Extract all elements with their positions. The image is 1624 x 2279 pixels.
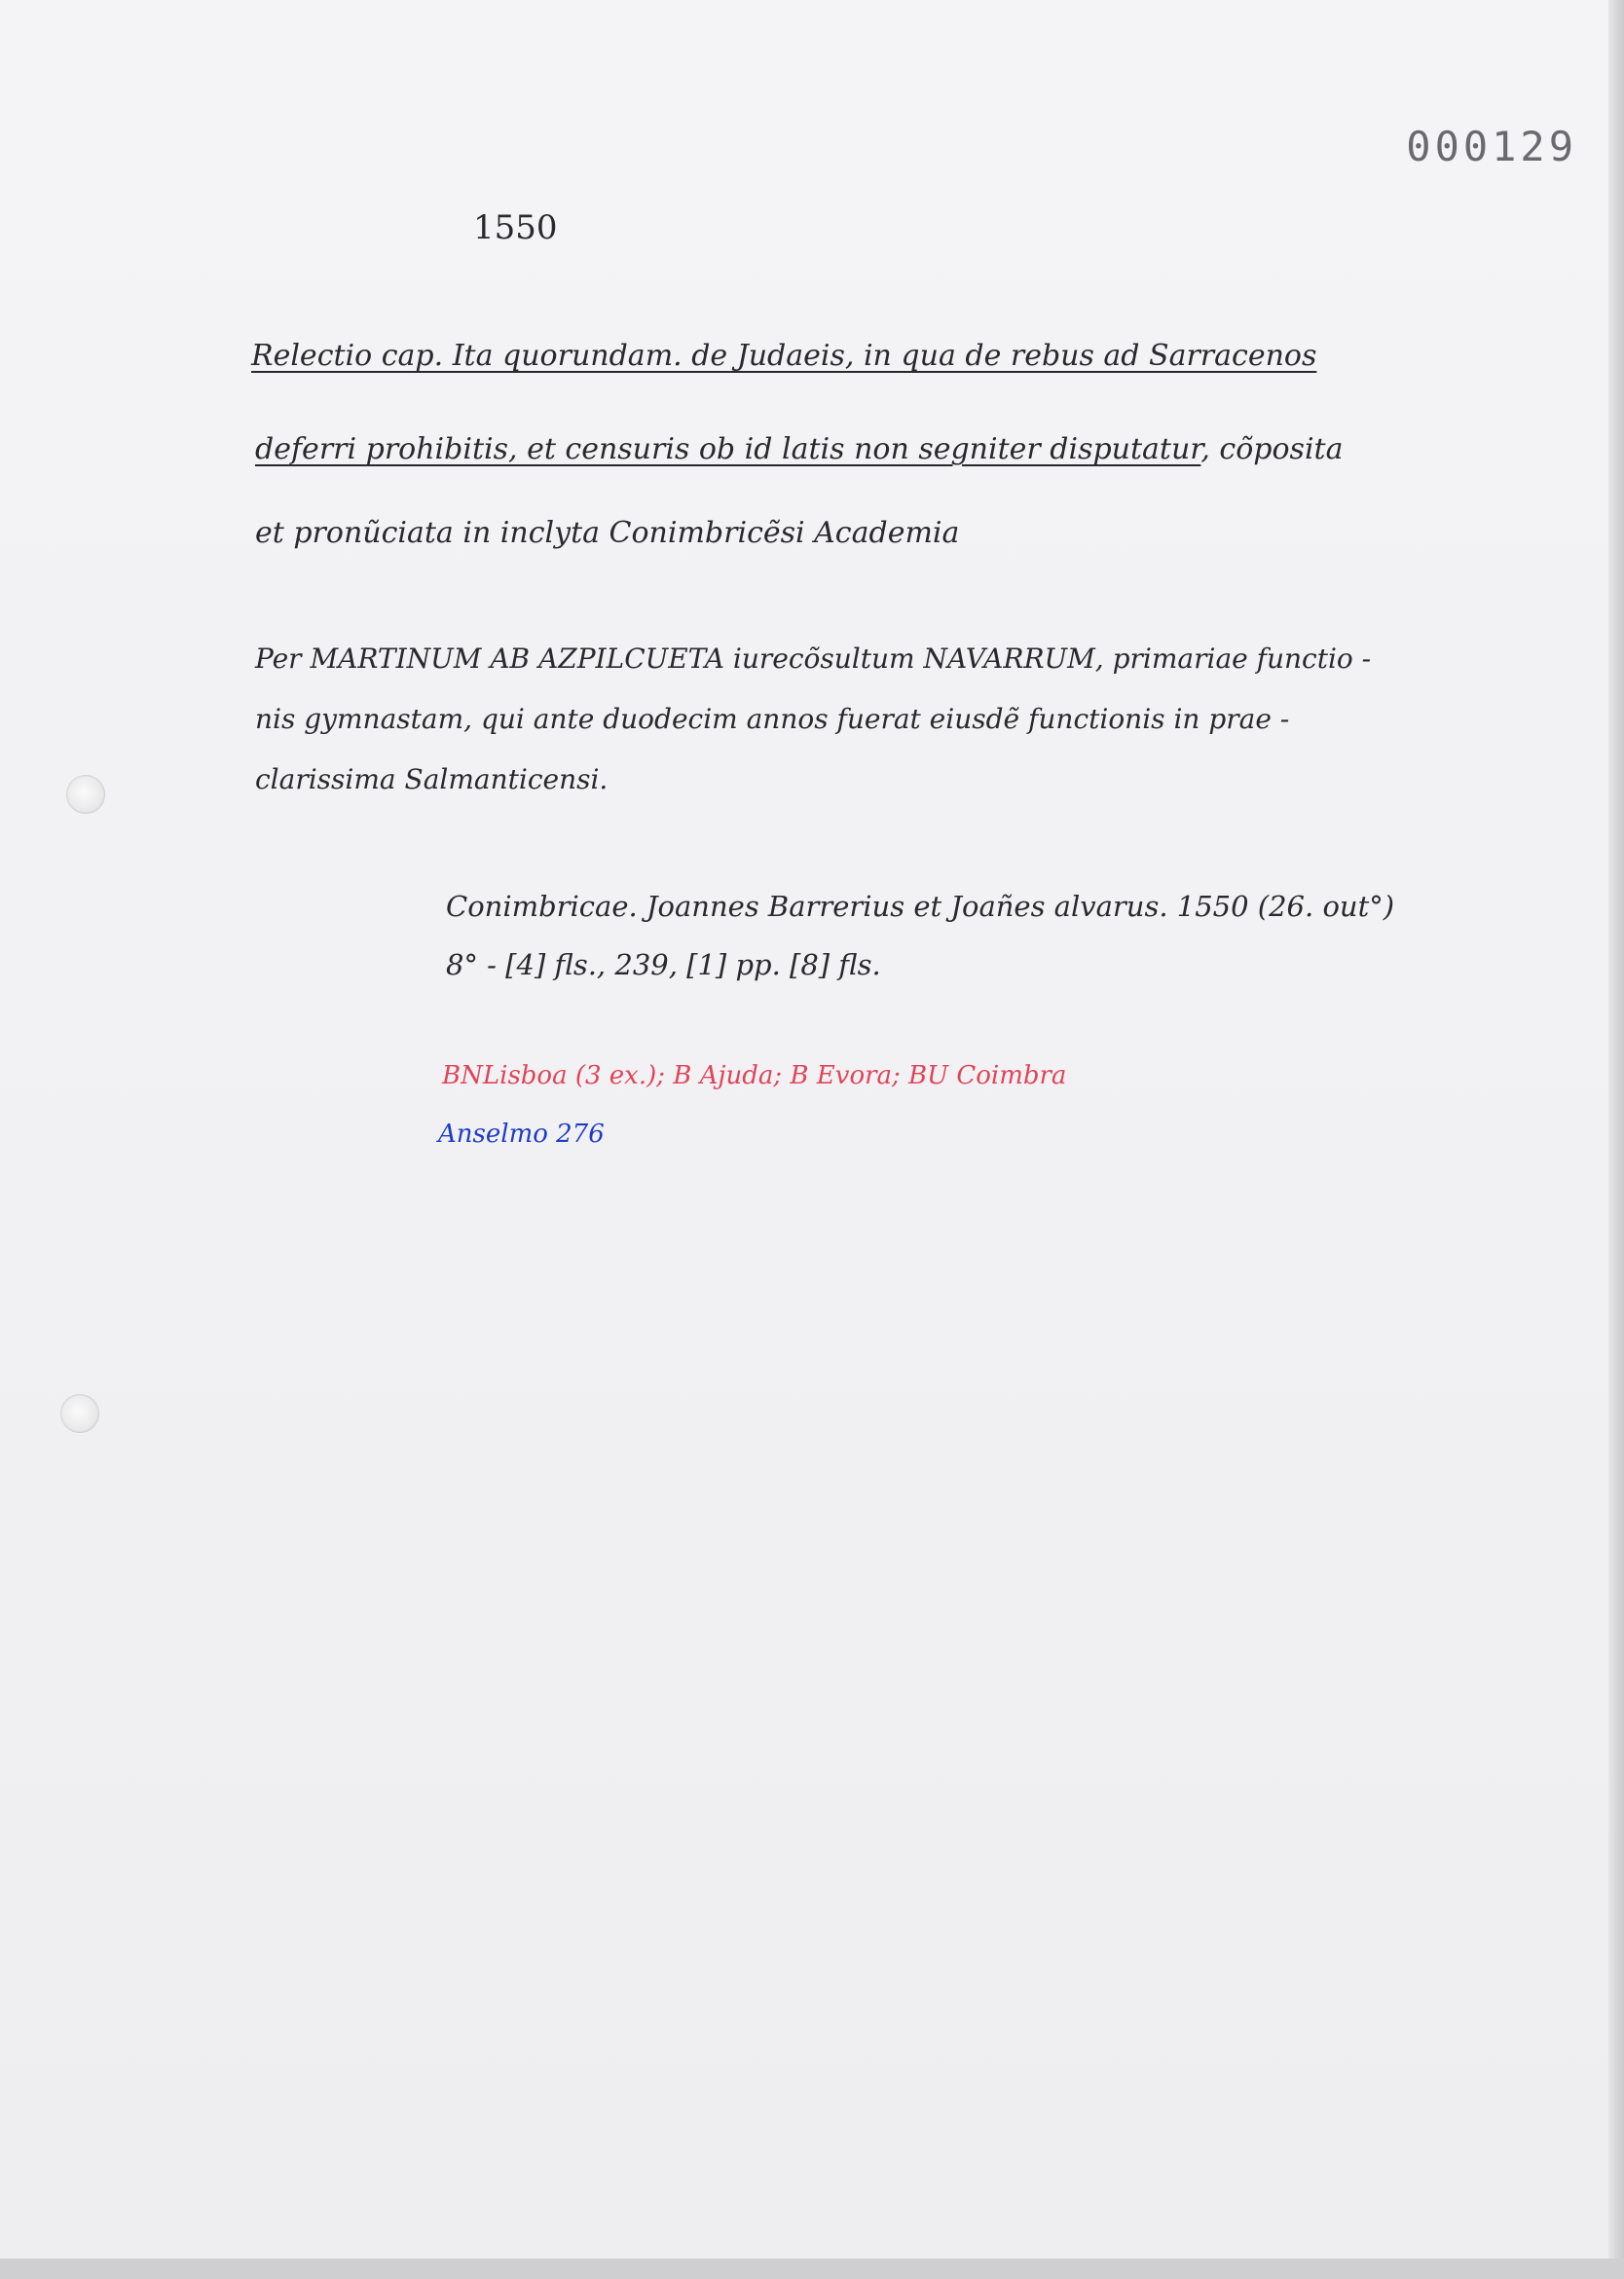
- author-line-2: nis gymnastam, qui ante duodecim annos fuerat eiusdẽ functionis in prae -: [255, 703, 1290, 735]
- title-line-2: [255, 432, 1344, 466]
- author-line-1: Per MARTINUM AB AZPILCUETA iurecõsultum NAVARRUM, primariae functio -: [255, 643, 1372, 675]
- year-heading: 1550: [473, 208, 558, 247]
- holdings-note: BNLisboa (3 ex.); B Ajuda; B Evora; BU Coimbra: [442, 1061, 1067, 1090]
- author-line-3: clarissima Salmanticensi.: [255, 763, 609, 795]
- title-line-3: et pronũciata in inclyta Conimbricẽsi Academia: [255, 516, 960, 550]
- imprint-line-1: Conimbricae. Joannes Barrerius et Joañes alvarus. 1550 (26. out°): [446, 890, 1395, 923]
- reference-note: Anselmo 276: [438, 1120, 605, 1149]
- stamp-number: 000129: [1406, 123, 1577, 170]
- scan-edge-right: [1608, 0, 1624, 2279]
- title-line-2-underlined: deferri prohibitis, et censuris ob id latis non segniter disputatur: [255, 432, 1201, 466]
- imprint-line-2: 8° - [4] fls., 239, [1] pp. [8] fls.: [446, 948, 881, 981]
- title-line-1: Relectio cap. Ita quorundam. de Judaeis, in qua de rebus ad Sarracenos: [251, 339, 1317, 373]
- punch-hole-top: [66, 775, 105, 814]
- title-line-2-tail: , cõposita: [1200, 432, 1344, 466]
- scan-edge-bottom: [0, 2259, 1624, 2279]
- punch-hole-bottom: [60, 1394, 99, 1433]
